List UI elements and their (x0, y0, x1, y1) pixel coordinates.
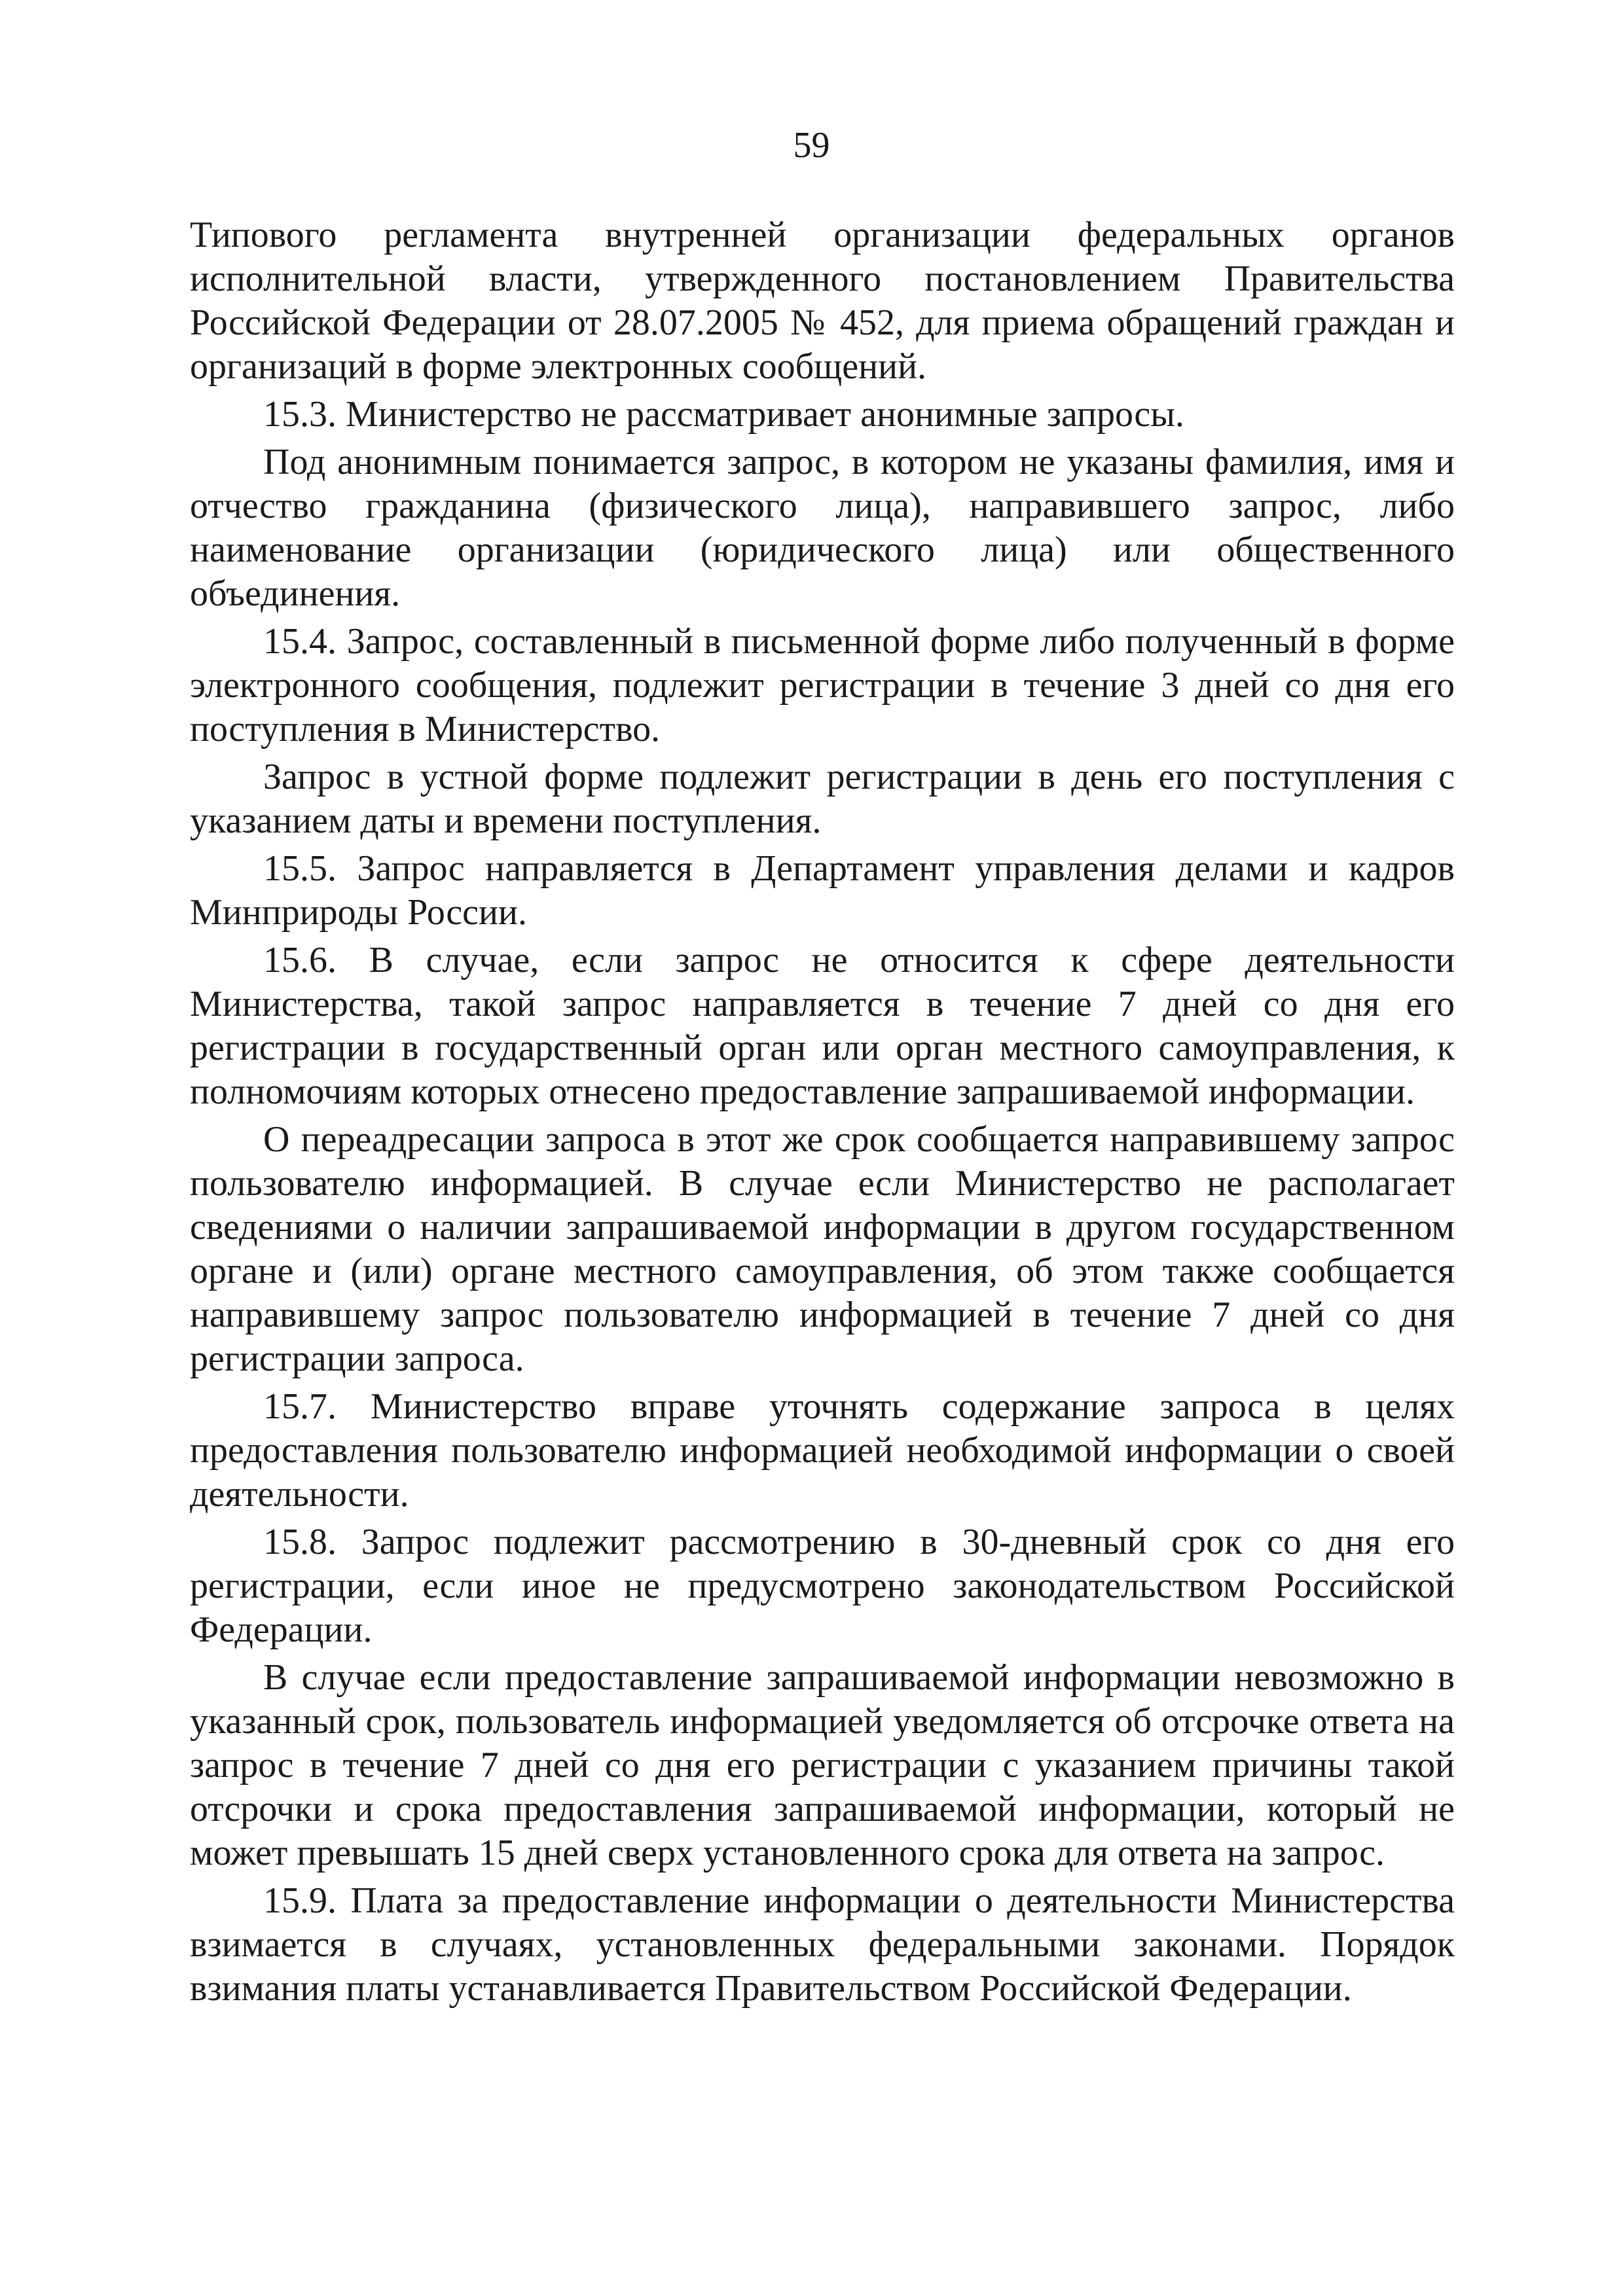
paragraph-15-4: 15.4. Запрос, составленный в письменной форме либо полученный в форме электронного сообщения, подлежит регистрации в течение 3 дней со дня его поступления в Министерство. (190, 621, 1455, 749)
paragraph-15-7: 15.7. Министерство вправе уточнять содержание запроса в целях предоставления пользователю информацией необходимой информации о своей деятельности. (190, 1386, 1455, 1515)
paragraph-15-6: 15.6. В случае, если запрос не относится к сфере деятельности Министерства, такой запрос направляется в течение 7 дней со дня его регистрации в государственный орган или орган местного самоуправления, к полномочиям которых отнесено предоставление запрашиваемой информации. (190, 940, 1455, 1112)
page-number: 59 (793, 125, 830, 166)
paragraph-readdressing: О переадресации запроса в этот же срок сообщается направившему запрос пользователю информацией. В случае если Министерство не располагает сведениями о наличии запрашиваемой информации в другом государственном органе и (или) органе местного самоуправления, об этом также сообщается направившему запрос пользователю информацией в течение 7 дней со дня регистрации запроса. (190, 1119, 1455, 1379)
paragraph-15-9: 15.9. Плата за предоставление информации о деятельности Министерства взимается в случаях, установленных федеральными законами. Порядок взимания платы устанавливается Правительством Российской Федерации. (190, 1880, 1455, 2009)
paragraph-continuation: Типового регламента внутренней организации федеральных органов исполнительной власти, утвержденного постановлением Правительства Российской Федерации от 28.07.2005 № 452, для приема обращений граждан и организаций в форме электронных сообщений. (190, 215, 1455, 387)
paragraph-15-5: 15.5. Запрос направляется в Департамент управления делами и кадров Минприроды России. (190, 848, 1455, 933)
paragraph-anonymous-definition: Под анонимным понимается запрос, в котором не указаны фамилия, имя и отчество гражданина (физического лица), направившего запрос, либо наименование организации (юридического лица) или общественного объединения. (190, 442, 1455, 614)
paragraph-oral-request: Запрос в устной форме подлежит регистрации в день его поступления с указанием даты и времени поступления. (190, 757, 1455, 841)
paragraph-deferral: В случае если предоставление запрашиваемой информации невозможно в указанный срок, пользователь информацией уведомляется об отсрочке ответа на запрос в течение 7 дней со дня его регистрации с указанием причины такой отсрочки и срока предоставления запрашиваемой информации, который не может превышать 15 дней сверх установленного срока для ответа на запрос. (190, 1657, 1455, 1873)
paragraph-15-3: 15.3. Министерство не рассматривает анонимные запросы. (263, 394, 1184, 435)
paragraph-15-8: 15.8. Запрос подлежит рассмотрению в 30-дневный срок со дня его регистрации, если иное не предусмотрено законодательством Российской Федерации. (190, 1522, 1455, 1650)
document-body (190, 213, 1455, 2015)
